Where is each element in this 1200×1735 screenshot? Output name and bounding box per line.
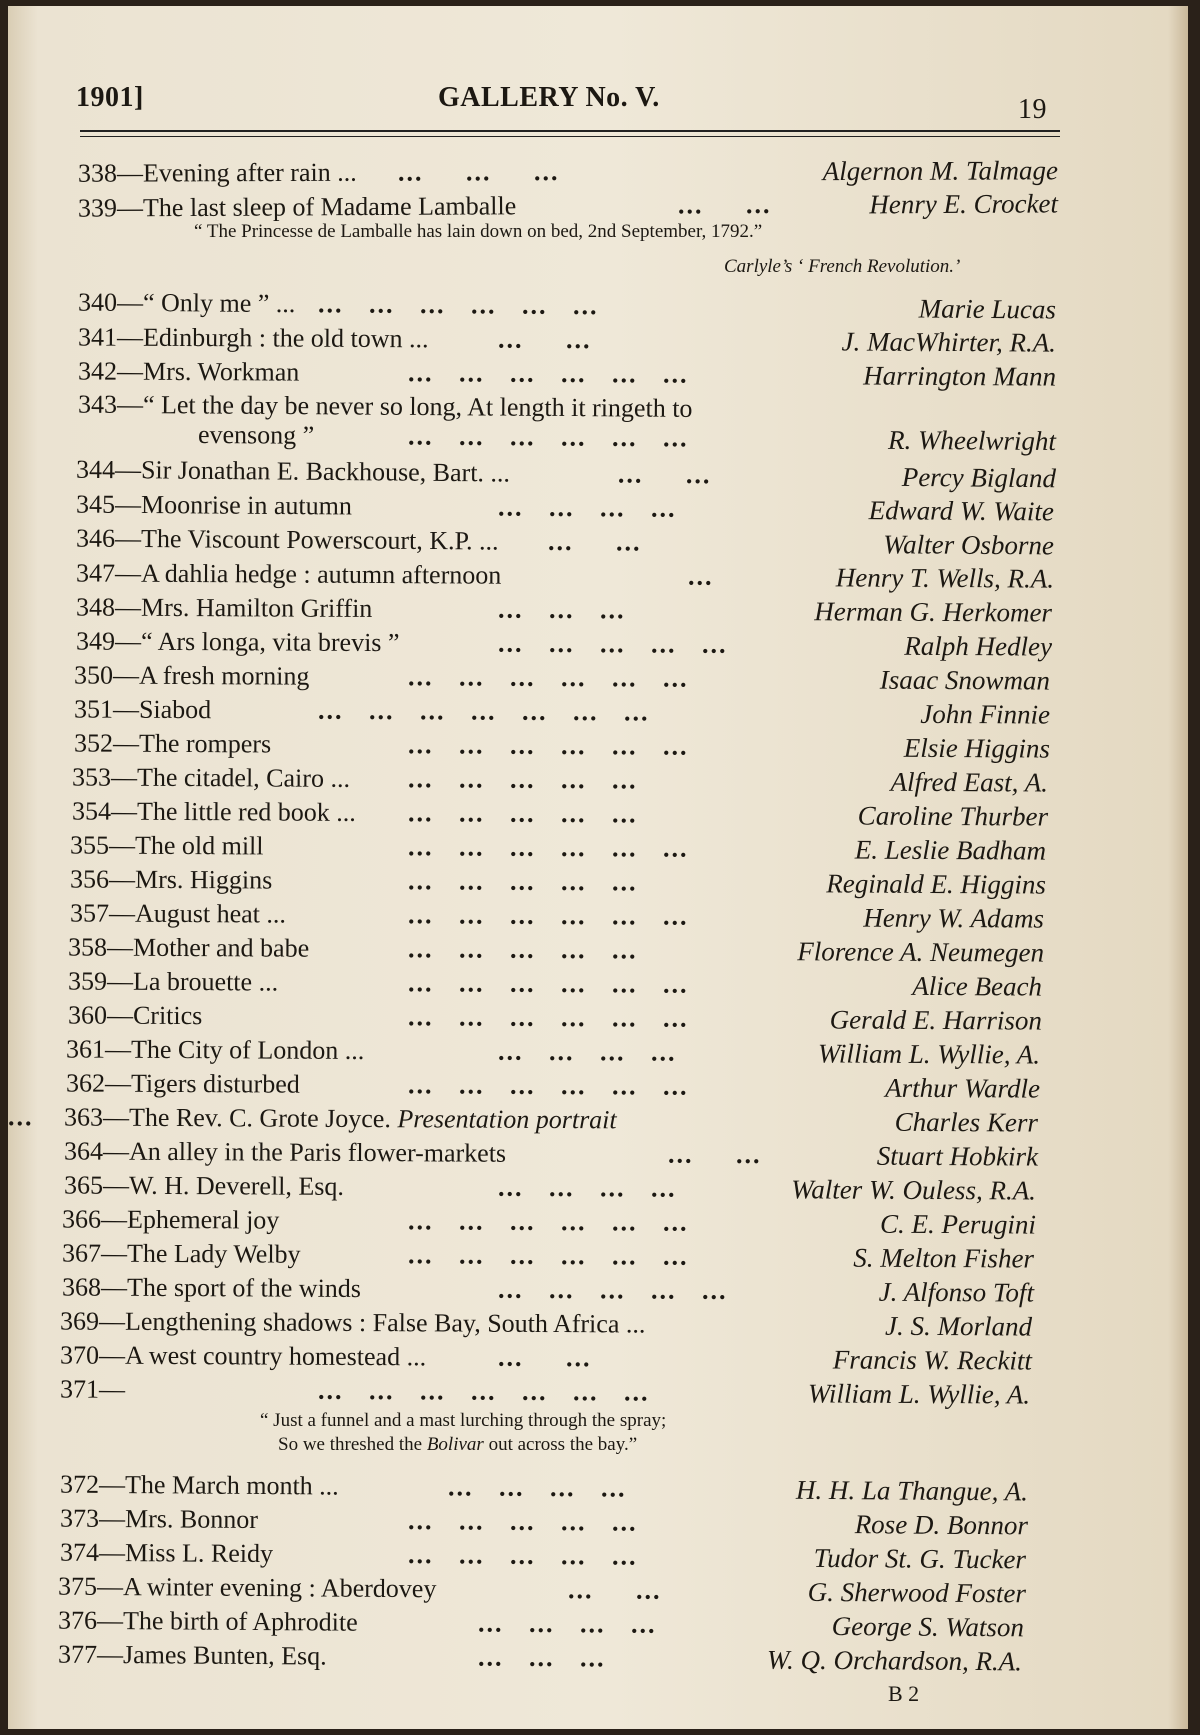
entry-artist: Herman G. Herkomer (814, 596, 1053, 628)
entry-title: Tigers disturbed (130, 1068, 300, 1099)
catalogue-entry (60, 1537, 1026, 1576)
leader-dots: ... ... ... ... ... ... (407, 1240, 689, 1271)
entry-artist: W. Q. Orchardson, R.A. (766, 1644, 1023, 1677)
entry-title: Mrs. Hamilton Griffin (140, 592, 373, 623)
quote-371-line2 (278, 1433, 637, 1457)
entry-artist: C. E. Perugini (879, 1208, 1037, 1240)
entry-title: Lengthening shadows : False Bay, South Africa ... (124, 1306, 646, 1339)
catalogue-entry (70, 897, 1044, 934)
entry-number: 357— (69, 898, 136, 928)
entry-number: 370— (59, 1340, 126, 1370)
leader-dots: ... ... ... ... ... ... (407, 832, 689, 863)
entry-number: 369— (59, 1306, 126, 1336)
entry-artist: John Finnie (920, 698, 1051, 730)
leader-dots: ... ... (617, 459, 712, 490)
quote-339-source: Carlyle’s ‘ French Revolution.’ (724, 256, 961, 277)
catalogue-entry (78, 355, 1056, 392)
quote-371-line2-post: out across the bay.” (488, 1434, 638, 1455)
leader-dots: ... ... ... ... ... ... (407, 730, 689, 761)
quote-371-line1: “ Just a funnel and a mast lurching through the spray; (260, 1410, 667, 1431)
leader-dots: ... ... ... ... ... ... ... (317, 695, 650, 727)
entry-artist: Ralph Hedley (904, 630, 1053, 662)
entry-artist: Charles Kerr (894, 1106, 1039, 1138)
entry-artist: Arthur Wardle (885, 1072, 1041, 1104)
catalogue-entry (64, 1135, 1038, 1172)
entry-title: The March month ... (124, 1470, 339, 1501)
entry-number: 345— (75, 489, 142, 520)
catalogue-entry (60, 1469, 1028, 1508)
entry-number: 365— (63, 1170, 130, 1200)
catalogue-entry (74, 659, 1050, 696)
catalogue-entry (68, 999, 1042, 1036)
entry-title: A fresh morning (138, 660, 310, 691)
entry-number: 352— (73, 728, 140, 758)
leader-dots: ... ... ... ... ... ... (407, 900, 689, 931)
entry-artist: William L. Wyllie, A. (807, 1378, 1031, 1410)
catalogue-entry (60, 1503, 1028, 1542)
entry-title: Mrs. Higgins (134, 864, 273, 895)
entry-artist: Edward W. Waite (868, 495, 1055, 527)
catalogue-entry (58, 1571, 1026, 1610)
leader-dots: ... ... ... ... ... ... (407, 968, 689, 999)
catalogue-entry (78, 187, 1058, 224)
entry-artist: George S. Watson (831, 1611, 1025, 1643)
entry-artist: Percy Bigland (901, 461, 1057, 494)
entry-title: “ Ars longa, vita brevis ” (140, 626, 400, 658)
entry-number: 344— (75, 454, 142, 485)
catalogue-entry (58, 1639, 1022, 1678)
entry-title: Edinburgh : the old town ... (142, 322, 429, 354)
entry-number: 374— (59, 1537, 126, 1568)
catalogue-entry (76, 557, 1054, 594)
entry-artist: Henry T. Wells, R.A. (835, 562, 1055, 594)
leader-dots: ... ... ... ... ... ... (407, 662, 689, 693)
entry-title: The old mill (134, 830, 264, 861)
catalogue-entry (62, 1203, 1036, 1240)
leader-dots: ... ... (567, 1575, 662, 1605)
leader-dots: ... ... ... ... (497, 1172, 677, 1203)
catalogue-entry (62, 1237, 1034, 1274)
leader-dots: ... ... ... (397, 157, 560, 187)
entry-artist: Elsie Higgins (903, 732, 1051, 764)
leader-dots: ... ... ... ... ... (407, 798, 638, 829)
entry-number: 341— (77, 322, 144, 352)
leader-dots: ... ... ... (477, 1642, 606, 1673)
entry-number: 353— (71, 762, 138, 792)
entry-number: 355— (69, 830, 136, 860)
entry-number: 377— (57, 1639, 124, 1670)
entry-number: 363— (63, 1102, 130, 1132)
catalogue-entry (70, 829, 1046, 866)
entry-artist: Gerald E. Harrison (829, 1004, 1043, 1036)
leader-dots: ... ... ... ... ... (497, 1274, 728, 1305)
entry-title: The little red book ... (136, 796, 356, 827)
entry-number: 351— (73, 694, 140, 724)
catalogue-entry (76, 625, 1052, 662)
entry-artist: R. Wheelwright (887, 424, 1057, 456)
leader-dots: ... ... (497, 324, 592, 355)
leader-dots: ... ... ... ... ... (407, 934, 638, 965)
leader-dots: ... ... ... ... ... ... (407, 421, 689, 453)
entry-artist: Tudor St. G. Tucker (813, 1542, 1027, 1575)
leader-dots: ... ... ... ... (447, 1472, 627, 1503)
catalogue-entry (66, 1033, 1040, 1070)
entry-title: August heat ... (134, 898, 287, 929)
catalogue-entry (76, 489, 1054, 528)
header-rule-thick (80, 130, 1060, 132)
entry-number: 343— (77, 389, 144, 420)
entry-artist: Alfred East, A. (890, 766, 1049, 798)
entry-number: 371— (59, 1374, 126, 1404)
catalogue-entry (68, 965, 1042, 1002)
entry-number: 366— (61, 1204, 128, 1234)
leader-dots: ... ... ... ... ... ... (407, 1070, 689, 1101)
entry-artist: Walter W. Ouless, R.A. (791, 1174, 1037, 1206)
leader-dots: ... ... ... (497, 594, 626, 625)
entry-title: Sir Jonathan E. Backhouse, Bart. ... (140, 455, 511, 488)
entry-title: The citadel, Cairo ... (136, 762, 351, 793)
entry-number: 360— (67, 1000, 134, 1030)
entry-number: 354— (71, 796, 138, 826)
entry-number: 367— (61, 1238, 128, 1268)
entry-title: Siabod (138, 694, 212, 725)
catalogue-entry (64, 1169, 1036, 1206)
catalogue-entry (66, 1067, 1040, 1104)
entry-artist: Marie Lucas (918, 293, 1057, 325)
entry-artist: Stuart Hobkirk (876, 1140, 1039, 1172)
leader-dots: ... ... ... ... ... (407, 866, 638, 897)
entry-title: A west country homestead ... (124, 1340, 427, 1372)
entry-title: evensong ” (197, 420, 315, 450)
entry-title: Mother and babe (132, 932, 310, 963)
page-title: GALLERY No. V. (438, 82, 660, 113)
catalogue-entry (76, 454, 1056, 495)
entry-title: Mrs. Workman (142, 356, 300, 387)
entry-number: 361— (65, 1034, 132, 1064)
catalogue-entry (78, 287, 1056, 326)
entry-number: 348— (75, 592, 142, 622)
entry-title: James Bunten, Esq. (122, 1640, 327, 1671)
page-number: 19 (1018, 94, 1047, 125)
catalogue-entry (76, 523, 1054, 562)
entry-title: La brouette ... (132, 966, 279, 997)
catalogue-entry (74, 727, 1050, 764)
header-rule-thin (80, 136, 1060, 137)
entry-title: Mrs. Bonnor (124, 1504, 259, 1535)
entry-number: 373— (59, 1503, 126, 1534)
leader-dots: ... ... (497, 1342, 592, 1373)
entry-artist: Walter Osborne (883, 529, 1055, 561)
entry-number: 350— (73, 660, 140, 690)
entry-artist: Isaac Snowman (879, 664, 1051, 696)
entry-title: Ephemeral joy (126, 1204, 280, 1235)
entry-artist: Francis W. Reckitt (832, 1344, 1033, 1376)
quote-339: “ The Princesse de Lamballe has lain down on bed, 2nd September, 1792.” (194, 221, 763, 242)
leader-dots: ... ... (677, 189, 772, 220)
leader-dots: ... ... ... ... ... ... (407, 358, 689, 389)
entry-number: 358— (67, 932, 134, 962)
entry-number: 362— (65, 1068, 132, 1098)
catalogue-entry (74, 693, 1050, 730)
header-year: 1901] (76, 82, 144, 113)
leader-dots: ... (687, 561, 714, 591)
entry-number: 359— (67, 966, 134, 996)
entry-title: “ Let the day be never so long, At length it ringeth to (142, 390, 693, 423)
entry-title: The sport of the winds (126, 1272, 362, 1304)
catalogue-entry (60, 1305, 1032, 1342)
catalogue-entry (58, 1605, 1024, 1644)
entry-artist: Rose D. Bonnor (854, 1509, 1029, 1541)
entry-artist: J. S. Morland (884, 1310, 1033, 1342)
catalogue-page (8, 6, 1188, 1729)
leader-dots: ... ... ... ... (497, 492, 677, 523)
entry-artist: G. Sherwood Foster (807, 1576, 1027, 1609)
entry-number: 364— (63, 1136, 130, 1166)
entry-number: 346— (75, 523, 142, 554)
entry-artist: Henry W. Adams (863, 902, 1045, 934)
entry-title: An alley in the Paris flower-markets (128, 1136, 507, 1168)
entry-number: 356— (69, 864, 136, 894)
entry-artist: S. Melton Fisher (853, 1242, 1035, 1274)
entry-title: Moonrise in autumn (140, 490, 352, 521)
entry-title: The birth of Aphrodite (122, 1606, 358, 1637)
leader-dots: ... ... ... ... ... ... (317, 289, 599, 321)
entry-number: 342— (77, 356, 144, 386)
entry-artist: H. H. La Thangue, A. (795, 1474, 1029, 1507)
leader-dots: ... ... ... ... ... ... (407, 1002, 689, 1033)
leader-dots: ... ... ... ... ... (407, 764, 638, 795)
entry-title: Evening after rain ... (142, 157, 357, 188)
entry-title: The City of London ... (130, 1034, 365, 1066)
leader-dots: ... ... ... ... (477, 1608, 657, 1639)
entry-number: 339— (77, 193, 144, 223)
catalogue-entry (78, 154, 1058, 189)
leader-dots: ... ... (547, 526, 642, 557)
entry-artist: William L. Wyllie, A. (817, 1038, 1041, 1070)
entry-number: 340— (77, 287, 144, 318)
catalogue-entry (72, 795, 1048, 832)
entry-title: W. H. Deverell, Esq. (128, 1170, 345, 1201)
leader-dots: ... ... ... ... ... (407, 1506, 638, 1537)
entry-title: The last sleep of Madame Lamballe (142, 191, 517, 223)
entry-number: 376— (57, 1605, 124, 1636)
catalogue-entry (62, 1271, 1034, 1308)
leader-dots: ... ... ... ... ... ... (407, 1206, 689, 1237)
catalogue-entry (70, 863, 1046, 900)
catalogue-entry (60, 1373, 1030, 1410)
entry-artist: E. Leslie Badham (854, 834, 1047, 866)
catalogue-entry (68, 931, 1044, 968)
catalogue-entry (78, 321, 1056, 358)
entry-number: 338— (77, 158, 144, 188)
entry-title: A winter evening : Aberdovey (122, 1572, 437, 1604)
page-signature: B 2 (888, 1681, 920, 1706)
entry-title: The Lady Welby (126, 1238, 301, 1269)
catalogue-entry (60, 1339, 1032, 1376)
catalogue-entry (198, 419, 1056, 457)
entry-number: 347— (75, 558, 142, 588)
entry-title: Critics (132, 1000, 203, 1031)
entry-artist: Caroline Thurber (857, 800, 1049, 832)
entry-artist: Florence A. Neumegen (797, 936, 1045, 968)
entry-artist: Alice Beach (912, 970, 1043, 1002)
leader-dots: ... ... ... ... ... ... ... (317, 1375, 650, 1407)
entry-number: 368— (61, 1272, 128, 1302)
leader-dots: ... ... ... ... ... (497, 628, 728, 659)
entry-number: 375— (57, 1571, 124, 1602)
leader-dots: ... ... ... ... (497, 1036, 677, 1067)
entry-title: “ Only me ” ... (142, 288, 296, 319)
entry-artist: J. MacWhirter, R.A. (841, 326, 1057, 358)
entry-number: 372— (59, 1469, 126, 1500)
catalogue-entry (7, 1101, 1039, 1138)
entry-title: The Rev. C. Grote Joyce. (128, 1102, 391, 1134)
entry-title: Miss L. Reidy (124, 1538, 274, 1569)
entry-artist: Reginald E. Higgins (826, 868, 1047, 900)
catalogue-entry (76, 591, 1052, 628)
entry-artist: Algernon M. Talmage (822, 155, 1059, 187)
entry-title-italic: Presentation portrait (390, 1104, 617, 1135)
quote-371-line2-pre: So we threshed the (278, 1434, 423, 1455)
entry-title: A dahlia hedge : autumn afternoon (140, 558, 502, 590)
entry-artist: Harrington Mann (863, 360, 1057, 392)
quote-371-ship-name: Bolivar (426, 1434, 484, 1455)
entry-title: The rompers (138, 728, 272, 759)
leader-dots: ... ... (667, 1139, 762, 1170)
catalogue-entry (72, 761, 1048, 798)
leader-dots: ... ... ... ... ... (407, 1540, 638, 1571)
entry-artist: Henry E. Crocket (869, 188, 1059, 220)
entry-artist: J. Alfonso Toft (878, 1276, 1035, 1308)
entry-number: 349— (75, 626, 142, 656)
entry-title: The Viscount Powerscourt, K.P. ... (140, 524, 499, 556)
leader-dots: ... (7, 1102, 34, 1132)
